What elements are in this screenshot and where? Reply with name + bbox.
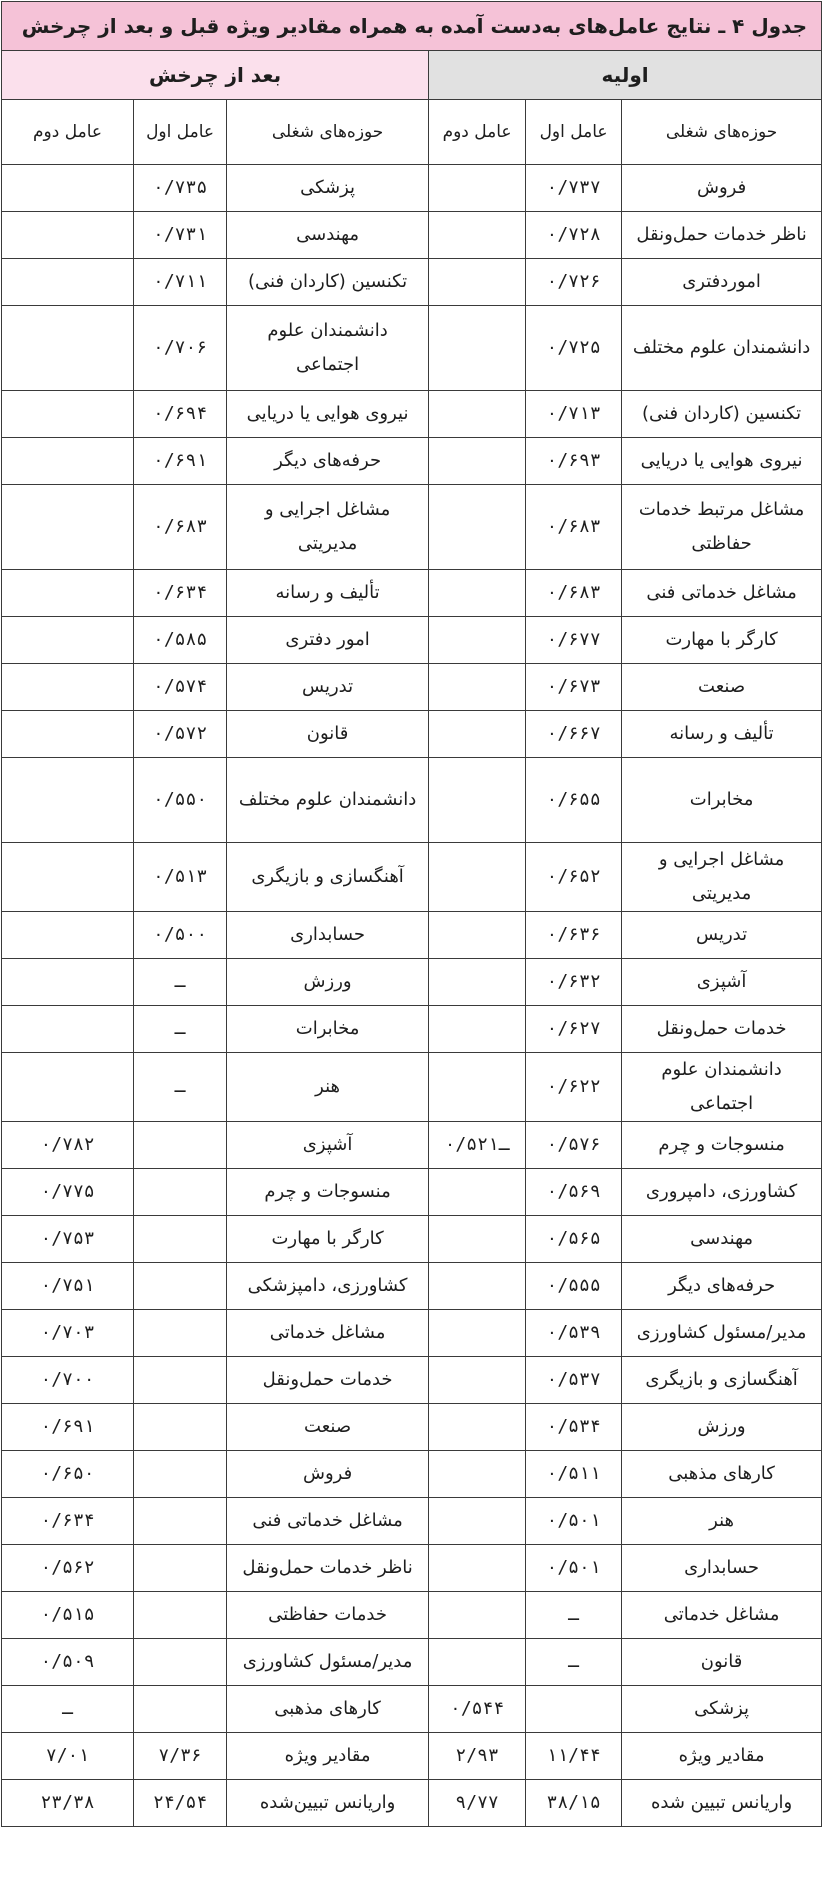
- cell-initial-domain: کارگر با مهارت: [622, 617, 822, 664]
- cell-after-domain: حرفه‌های دیگر: [227, 438, 429, 485]
- cell-initial-factor2: [429, 1357, 526, 1404]
- cell-after-factor2: ۰/۵۱۵: [2, 1592, 134, 1639]
- cell-initial-factor1: ۰/۷۲۶: [526, 259, 622, 306]
- cell-initial-summary-factor2: ۲/۹۳: [429, 1733, 526, 1780]
- table-row: [2, 306, 822, 391]
- cell-initial-factor2: [429, 165, 526, 212]
- cell-initial-summary-label: واریانس تبیین شده: [622, 1780, 822, 1827]
- cell-initial-factor2: [429, 259, 526, 306]
- cell-after-domain: فروش: [227, 1451, 429, 1498]
- cell-after-summary-label: مقادیر ویژه: [227, 1733, 429, 1780]
- cell-initial-factor1: ۰/۵۰۱: [526, 1498, 622, 1545]
- cell-after-factor1: ـ: [134, 1006, 227, 1053]
- cell-after-factor2: [2, 391, 134, 438]
- cell-initial-factor2: [429, 959, 526, 1006]
- cell-after-factor1: [134, 1498, 227, 1545]
- summary-row: [2, 1780, 822, 1827]
- cell-initial-domain: صنعت: [622, 664, 822, 711]
- cell-initial-domain: مهندسی: [622, 1216, 822, 1263]
- cell-initial-factor1: ۰/۷۳۷: [526, 165, 622, 212]
- cell-after-factor1: [134, 1686, 227, 1733]
- cell-after-domain: خدمات حفاظتی: [227, 1592, 429, 1639]
- cell-after-factor1: [134, 1216, 227, 1263]
- cell-initial-summary-factor1: ۳۸/۱۵: [526, 1780, 622, 1827]
- cell-initial-domain: منسوجات و چرم: [622, 1122, 822, 1169]
- cell-initial-factor1: ۰/۷۲۸: [526, 212, 622, 259]
- cell-initial-factor1: ۰/۶۸۳: [526, 570, 622, 617]
- cell-after-factor2: ۰/۷۵۱: [2, 1263, 134, 1310]
- cell-after-factor2: [2, 617, 134, 664]
- col-header-after-domains: حوزه‌های شغلی: [227, 100, 429, 165]
- cell-initial-factor1: ۰/۵۶۵: [526, 1216, 622, 1263]
- results-table: [1, 1, 822, 1827]
- cell-after-factor2: ـ: [2, 1686, 134, 1733]
- cell-initial-domain: حرفه‌های دیگر: [622, 1263, 822, 1310]
- cell-after-factor1: ۰/۵۸۵: [134, 617, 227, 664]
- cell-initial-factor1: ۰/۵۷۶: [526, 1122, 622, 1169]
- cell-initial-factor2: [429, 1545, 526, 1592]
- table-row: [2, 617, 822, 664]
- table-row: [2, 1592, 822, 1639]
- table-row: [2, 1310, 822, 1357]
- cell-after-domain: امور دفتری: [227, 617, 429, 664]
- cell-after-factor1: ۰/۵۰۰: [134, 912, 227, 959]
- cell-after-factor1: [134, 1545, 227, 1592]
- cell-after-factor2: ۰/۷۷۵: [2, 1169, 134, 1216]
- cell-initial-factor1: ۰/۶۲۷: [526, 1006, 622, 1053]
- cell-initial-factor2: [429, 212, 526, 259]
- cell-initial-factor1: ۰/۶۲۲: [526, 1053, 622, 1122]
- cell-after-domain: مشاغل خدماتی فنی: [227, 1498, 429, 1545]
- cell-after-factor2: [2, 664, 134, 711]
- cell-after-factor1: ۰/۵۵۰: [134, 758, 227, 843]
- table-row: [2, 1053, 822, 1122]
- cell-after-factor2: [2, 711, 134, 758]
- table-row: [2, 438, 822, 485]
- cell-initial-domain: خدمات حمل‌ونقل: [622, 1006, 822, 1053]
- cell-initial-factor1: ۰/۶۳۶: [526, 912, 622, 959]
- cell-after-factor2: ۰/۶۹۱: [2, 1404, 134, 1451]
- cell-initial-factor1: ۰/۶۳۲: [526, 959, 622, 1006]
- cell-after-domain: دانشمندان علوم مختلف: [227, 758, 429, 843]
- cell-after-domain: مدیر/مسئول کشاورزی: [227, 1639, 429, 1686]
- cell-initial-domain: ناظر خدمات حمل‌ونقل: [622, 212, 822, 259]
- cell-initial-domain: پزشکی: [622, 1686, 822, 1733]
- cell-after-factor1: [134, 1592, 227, 1639]
- cell-after-domain: نیروی هوایی یا دریایی: [227, 391, 429, 438]
- cell-after-domain: ناظر خدمات حمل‌ونقل: [227, 1545, 429, 1592]
- cell-after-domain: تدریس: [227, 664, 429, 711]
- cell-after-factor1: ۰/۷۱۱: [134, 259, 227, 306]
- cell-after-factor2: [2, 485, 134, 570]
- table-row: [2, 1451, 822, 1498]
- cell-after-summary-label: واریانس تبیین‌شده: [227, 1780, 429, 1827]
- cell-initial-factor2: [429, 391, 526, 438]
- cell-after-factor2: ۰/۵۶۲: [2, 1545, 134, 1592]
- cell-after-factor1: ۰/۶۹۱: [134, 438, 227, 485]
- cell-initial-factor2: [429, 438, 526, 485]
- cell-initial-factor1: ۰/۶۹۳: [526, 438, 622, 485]
- cell-after-summary-factor2: ۲۳/۳۸: [2, 1780, 134, 1827]
- cell-initial-factor2: [429, 664, 526, 711]
- cell-after-domain: آهنگسازی و بازیگری: [227, 843, 429, 912]
- cell-after-summary-factor1: ۷/۳۶: [134, 1733, 227, 1780]
- cell-initial-domain: تدریس: [622, 912, 822, 959]
- cell-initial-domain: اموردفتری: [622, 259, 822, 306]
- cell-initial-factor2: [429, 1169, 526, 1216]
- cell-after-domain: تألیف و رسانه: [227, 570, 429, 617]
- table-row: [2, 1357, 822, 1404]
- cell-initial-domain: حسابداری: [622, 1545, 822, 1592]
- cell-after-factor2: [2, 438, 134, 485]
- cell-after-factor2: ۰/۷۰۰: [2, 1357, 134, 1404]
- cell-after-factor2: ۰/۶۳۴: [2, 1498, 134, 1545]
- cell-initial-domain: مشاغل خدماتی: [622, 1592, 822, 1639]
- cell-after-factor2: ۰/۷۵۳: [2, 1216, 134, 1263]
- cell-initial-domain: آشپزی: [622, 959, 822, 1006]
- table-row: [2, 485, 822, 570]
- cell-initial-factor2: [429, 711, 526, 758]
- cell-initial-factor2: [429, 306, 526, 391]
- cell-after-factor1: ۰/۷۳۱: [134, 212, 227, 259]
- cell-after-factor1: ۰/۵۷۲: [134, 711, 227, 758]
- cell-after-domain: مشاغل اجرایی و مدیریتی: [227, 485, 429, 570]
- cell-after-domain: تکنسین (کاردان فنی): [227, 259, 429, 306]
- cell-initial-domain: نیروی هوایی یا دریایی: [622, 438, 822, 485]
- table-row: [2, 165, 822, 212]
- cell-initial-factor1: ـ: [526, 1592, 622, 1639]
- cell-after-factor1: ۰/۷۰۶: [134, 306, 227, 391]
- page: [0, 1, 822, 1880]
- table-row: [2, 664, 822, 711]
- cell-after-factor2: ۰/۷۸۲: [2, 1122, 134, 1169]
- cell-initial-factor2: [429, 1310, 526, 1357]
- cell-after-domain: دانشمندان علوم اجتماعی: [227, 306, 429, 391]
- cell-initial-factor1: ۰/۵۶۹: [526, 1169, 622, 1216]
- cell-after-factor2: [2, 843, 134, 912]
- cell-after-domain: هنر: [227, 1053, 429, 1122]
- cell-after-factor2: [2, 570, 134, 617]
- cell-initial-factor1: [526, 1686, 622, 1733]
- cell-after-factor2: [2, 959, 134, 1006]
- cell-after-factor2: [2, 1006, 134, 1053]
- summary-row: [2, 1733, 822, 1780]
- cell-initial-factor2: [429, 758, 526, 843]
- table-row: [2, 1006, 822, 1053]
- cell-after-factor2: [2, 758, 134, 843]
- table-row: [2, 570, 822, 617]
- cell-after-factor1: ـ: [134, 1053, 227, 1122]
- cell-initial-factor2: ۰/۵۴۴: [429, 1686, 526, 1733]
- cell-initial-factor2: [429, 570, 526, 617]
- cell-after-factor1: ـ: [134, 959, 227, 1006]
- table-row: [2, 212, 822, 259]
- cell-after-factor2: [2, 212, 134, 259]
- table-row: [2, 1404, 822, 1451]
- cell-after-summary-factor1: ۲۴/۵۴: [134, 1780, 227, 1827]
- cell-after-domain: ورزش: [227, 959, 429, 1006]
- cell-initial-factor1: ۰/۵۰۱: [526, 1545, 622, 1592]
- cell-initial-factor1: ۰/۷۱۳: [526, 391, 622, 438]
- table-row: [2, 259, 822, 306]
- cell-initial-factor2: [429, 485, 526, 570]
- cell-after-factor1: ۰/۵۱۳: [134, 843, 227, 912]
- table-row: [2, 1686, 822, 1733]
- cell-after-factor1: [134, 1169, 227, 1216]
- table-row: [2, 1545, 822, 1592]
- table-row: [2, 1263, 822, 1310]
- cell-after-factor2: [2, 306, 134, 391]
- cell-after-factor1: ۰/۶۹۴: [134, 391, 227, 438]
- group-header-after: بعد از چرخش: [2, 51, 429, 100]
- table-body: [2, 165, 822, 1827]
- cell-initial-factor1: ۰/۶۷۷: [526, 617, 622, 664]
- table-row: [2, 912, 822, 959]
- cell-after-domain: قانون: [227, 711, 429, 758]
- table-title: جدول ۴ ـ نتایج عامل‌های به‌دست آمده به همراه مقادیر ویژه قبل و بعد از چرخش: [2, 2, 822, 51]
- cell-initial-factor1: ۰/۷۲۵: [526, 306, 622, 391]
- cell-initial-factor2: [429, 1592, 526, 1639]
- cell-initial-factor1: ۰/۵۳۹: [526, 1310, 622, 1357]
- table-row: [2, 711, 822, 758]
- table-row: [2, 843, 822, 912]
- cell-initial-domain: هنر: [622, 1498, 822, 1545]
- col-header-after-factor2: عامل دوم: [2, 100, 134, 165]
- cell-initial-factor2: [429, 617, 526, 664]
- cell-initial-factor1: ۰/۵۵۵: [526, 1263, 622, 1310]
- table-row: [2, 1216, 822, 1263]
- col-header-initial-factor1: عامل اول: [526, 100, 622, 165]
- col-header-initial-domains: حوزه‌های شغلی: [622, 100, 822, 165]
- cell-initial-domain: مشاغل مرتبط خدمات حفاظتی: [622, 485, 822, 570]
- cell-initial-domain: آهنگسازی و بازیگری: [622, 1357, 822, 1404]
- cell-initial-factor2: [429, 1006, 526, 1053]
- cell-after-domain: خدمات حمل‌ونقل: [227, 1357, 429, 1404]
- cell-initial-factor2: [429, 843, 526, 912]
- group-header-initial: اولیه: [429, 51, 822, 100]
- cell-after-domain: پزشکی: [227, 165, 429, 212]
- cell-after-factor2: ۰/۷۰۳: [2, 1310, 134, 1357]
- table-row: [2, 1498, 822, 1545]
- cell-initial-domain: مخابرات: [622, 758, 822, 843]
- cell-after-factor2: [2, 1053, 134, 1122]
- cell-initial-factor1: ۰/۶۸۳: [526, 485, 622, 570]
- cell-initial-factor1: ۰/۶۵۵: [526, 758, 622, 843]
- cell-after-summary-factor2: ۷/۰۱: [2, 1733, 134, 1780]
- cell-initial-factor1: ۰/۶۷۳: [526, 664, 622, 711]
- cell-after-factor1: [134, 1263, 227, 1310]
- cell-after-factor1: [134, 1357, 227, 1404]
- cell-initial-domain: مشاغل اجرایی و مدیریتی: [622, 843, 822, 912]
- cell-after-domain: کارهای مذهبی: [227, 1686, 429, 1733]
- cell-initial-factor2: [429, 912, 526, 959]
- cell-initial-domain: قانون: [622, 1639, 822, 1686]
- cell-initial-factor2: [429, 1498, 526, 1545]
- cell-after-factor1: [134, 1639, 227, 1686]
- cell-after-factor2: ۰/۵۰۹: [2, 1639, 134, 1686]
- cell-after-factor1: ۰/۶۳۴: [134, 570, 227, 617]
- col-header-after-factor1: عامل اول: [134, 100, 227, 165]
- cell-after-domain: کشاورزی، دامپزشکی: [227, 1263, 429, 1310]
- cell-initial-factor1: ـ: [526, 1639, 622, 1686]
- cell-after-factor1: [134, 1122, 227, 1169]
- cell-initial-domain: دانشمندان علوم مختلف: [622, 306, 822, 391]
- cell-initial-factor1: ۰/۵۳۴: [526, 1404, 622, 1451]
- cell-after-domain: آشپزی: [227, 1122, 429, 1169]
- cell-initial-summary-factor2: ۹/۷۷: [429, 1780, 526, 1827]
- cell-initial-domain: ورزش: [622, 1404, 822, 1451]
- cell-after-factor2: ۰/۶۵۰: [2, 1451, 134, 1498]
- cell-initial-domain: تکنسین (کاردان فنی): [622, 391, 822, 438]
- cell-initial-factor2: [429, 1263, 526, 1310]
- table-row: [2, 1169, 822, 1216]
- cell-initial-factor2: [429, 1404, 526, 1451]
- cell-initial-factor2: [429, 1216, 526, 1263]
- cell-after-domain: کارگر با مهارت: [227, 1216, 429, 1263]
- cell-initial-domain: تألیف و رسانه: [622, 711, 822, 758]
- cell-initial-summary-factor1: ۱۱/۴۴: [526, 1733, 622, 1780]
- cell-initial-summary-label: مقادیر ویژه: [622, 1733, 822, 1780]
- cell-after-domain: منسوجات و چرم: [227, 1169, 429, 1216]
- cell-after-factor1: ۰/۵۷۴: [134, 664, 227, 711]
- cell-initial-factor1: ۰/۵۳۷: [526, 1357, 622, 1404]
- cell-after-domain: حسابداری: [227, 912, 429, 959]
- cell-initial-factor2: [429, 1053, 526, 1122]
- cell-initial-domain: کشاورزی، دامپروری: [622, 1169, 822, 1216]
- table-row: [2, 1122, 822, 1169]
- col-header-initial-factor2: عامل دوم: [429, 100, 526, 165]
- table-row: [2, 1639, 822, 1686]
- cell-after-factor2: [2, 912, 134, 959]
- cell-initial-factor2: [429, 1639, 526, 1686]
- cell-initial-domain: مشاغل خدماتی فنی: [622, 570, 822, 617]
- cell-after-factor2: [2, 259, 134, 306]
- cell-after-factor1: ۰/۶۸۳: [134, 485, 227, 570]
- cell-after-domain: مهندسی: [227, 212, 429, 259]
- cell-after-domain: مشاغل خدماتی: [227, 1310, 429, 1357]
- cell-initial-factor1: ۰/۵۱۱: [526, 1451, 622, 1498]
- cell-initial-factor2: ـ۰/۵۲۱: [429, 1122, 526, 1169]
- cell-initial-domain: فروش: [622, 165, 822, 212]
- cell-initial-domain: مدیر/مسئول کشاورزی: [622, 1310, 822, 1357]
- cell-after-factor1: ۰/۷۳۵: [134, 165, 227, 212]
- cell-after-factor1: [134, 1451, 227, 1498]
- cell-after-domain: صنعت: [227, 1404, 429, 1451]
- cell-after-factor1: [134, 1310, 227, 1357]
- cell-initial-factor1: ۰/۶۶۷: [526, 711, 622, 758]
- cell-after-factor1: [134, 1404, 227, 1451]
- cell-initial-domain: دانشمندان علوم اجتماعی: [622, 1053, 822, 1122]
- cell-initial-domain: کارهای مذهبی: [622, 1451, 822, 1498]
- table-row: [2, 391, 822, 438]
- cell-initial-factor2: [429, 1451, 526, 1498]
- table-row: [2, 959, 822, 1006]
- cell-initial-factor1: ۰/۶۵۲: [526, 843, 622, 912]
- cell-after-domain: مخابرات: [227, 1006, 429, 1053]
- cell-after-factor2: [2, 165, 134, 212]
- table-row: [2, 758, 822, 843]
